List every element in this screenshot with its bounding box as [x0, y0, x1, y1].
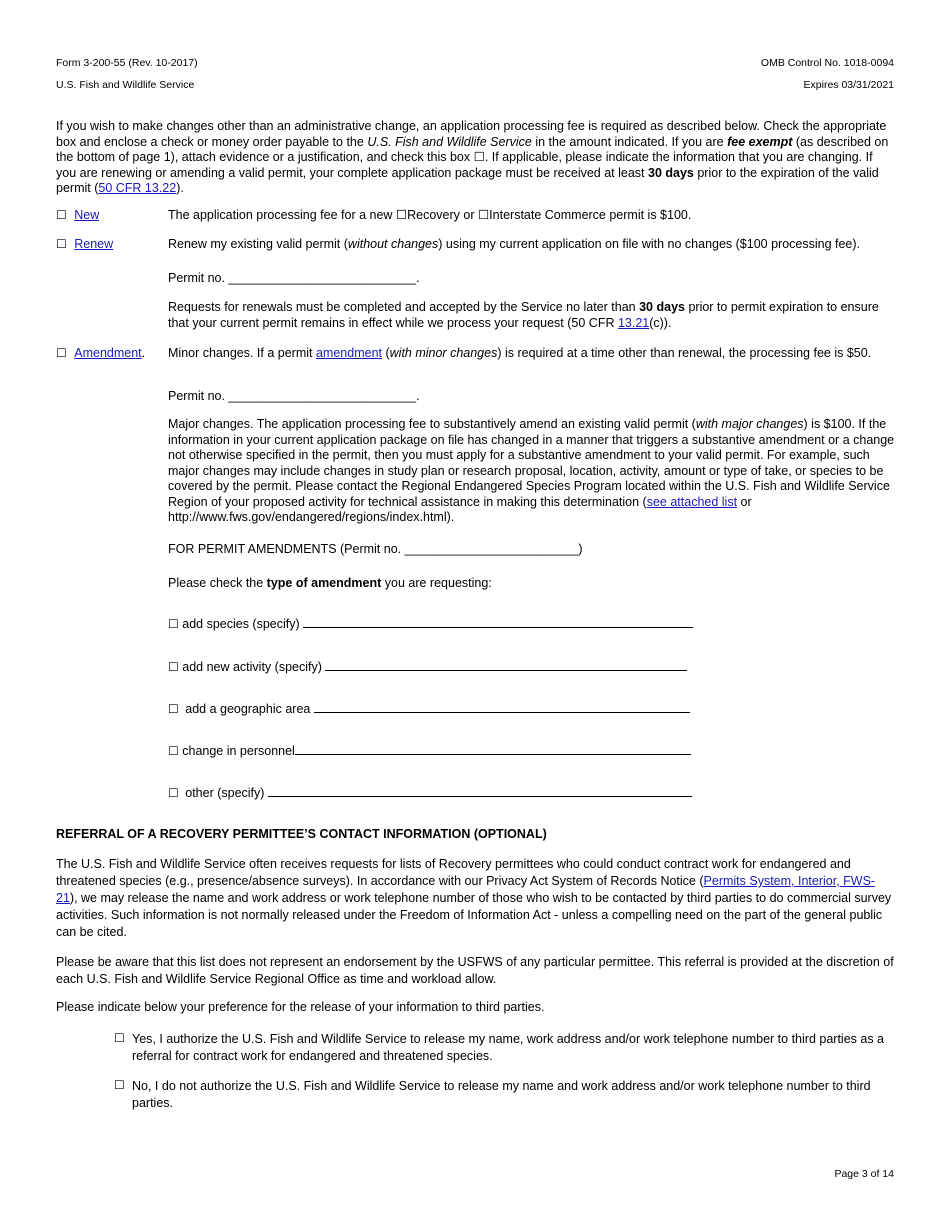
other-line[interactable]: [268, 785, 692, 797]
renew-checkbox[interactable]: ☐: [56, 237, 67, 251]
new-checkbox[interactable]: ☐: [56, 208, 67, 222]
amendment-option-other[interactable]: ☐ other (specify): [168, 785, 692, 802]
amendment-option[interactable]: ☐ Amendment.: [56, 346, 146, 360]
regions-list-link[interactable]: see attached list: [646, 494, 738, 509]
amendment-option-add-area[interactable]: ☐ add a geographic area: [168, 701, 690, 718]
page-number: Page 3 of 14: [834, 1168, 894, 1180]
add-area-checkbox[interactable]: ☐: [168, 702, 179, 716]
add-species-checkbox[interactable]: ☐: [168, 617, 179, 631]
referral-paragraph-2: Please be aware that this list does not represent an endorsement by the USFWS of any particular permittee. This referral is provided at the discretion of each U.S. Fish and Wildlife Service Regional Office as time and workload allow.: [56, 955, 894, 986]
renew-option[interactable]: [56, 237, 113, 253]
amendment-type-prompt: Please check the type of amendment you are requesting:: [168, 576, 492, 590]
new-fee-description: The application processing fee for a new ☐Recovery or ☐Interstate Commerce permit is $100.: [168, 208, 692, 222]
cfr-13-22-link[interactable]: 50 CFR 13.22: [98, 181, 177, 195]
new-option[interactable]: [56, 208, 99, 224]
amendment-link[interactable]: Amendment: [74, 346, 142, 360]
change-personnel-checkbox[interactable]: ☐: [168, 744, 179, 758]
other-checkbox[interactable]: ☐: [168, 786, 179, 800]
renew-link[interactable]: Renew: [74, 237, 114, 251]
intro-paragraph: If you wish to make changes other than an administrative change, an application processing fee is required as described below. Check the appropriate box and enclose a check or money order payable to the U.S. Fish and Wildlife Service in the amount indicated. If you are fee exempt (as described on the bottom of page 1), attach evidence or a justification, and check this box ☐. If applicable, please indicate the information that you are changing. If you are renewing or amending a valid permit, your complete application package must be received at least 30 days prior to the expiration of the valid permit (50 CFR 13.22).: [56, 119, 889, 195]
form-number: Form 3-200-55 (Rev. 10-2017): [56, 57, 198, 69]
permit-amendments-field[interactable]: FOR PERMIT AMENDMENTS (Permit no. _________________________): [168, 542, 583, 556]
add-species-line[interactable]: [303, 616, 693, 628]
renew-requirements: Requests for renewals must be completed and accepted by the Service no later than 30 days prior to permit expiration to ensure that your current permit remains in effect while we process your request (50 CFR 13.21(c)).: [168, 300, 879, 330]
amendment-permit-number-field[interactable]: Permit no. ___________________________.: [168, 389, 420, 403]
add-area-line[interactable]: [314, 701, 690, 713]
referral-yes-text: Yes, I authorize the U.S. Fish and Wildlife Service to release my name, work address and/or work telephone number to third parties as a referral for contract work for endangered and threatened species.: [132, 1032, 884, 1063]
referral-paragraph-1: The U.S. Fish and Wildlife Service often receives requests for lists of Recovery permittees who could conduct contract work for endangered and threatened species (e.g., presence/absence surveys). In accordance with our Privacy Act System of Records Notice (Permits System, Interior, FWS-21), we may release the name and work address or work telephone number of those who wish to be contacted by third parties to do commercial survey activities. Such information is not normally released under the Freedom of Information Act - unless a compelling need on the part of the general public can be cited.: [56, 857, 892, 939]
amendment-option-add-species[interactable]: ☐ add species (specify): [168, 616, 693, 633]
cfr-13-21-link[interactable]: 13.21: [617, 315, 650, 330]
add-activity-line[interactable]: [325, 659, 687, 671]
add-activity-checkbox[interactable]: ☐: [168, 660, 179, 674]
change-personnel-line[interactable]: [295, 743, 691, 755]
renew-description: Renew my existing valid permit (without changes) using my current application on file with no changes ($100 processing fee).: [168, 237, 861, 251]
referral-yes-checkbox[interactable]: ☐: [114, 1031, 125, 1045]
agency-name: U.S. Fish and Wildlife Service: [56, 79, 195, 91]
major-changes-text: Major changes. The application processing fee to substantively amend an existing valid permit (with major changes) is $100. If the information in your current application package on file has changed in a manner that triggers a substantive amendment or a change not otherwise specified in the permit, then you must apply for a substantive amendment to your valid permit. For example, such major changes may include changes in study plan or research proposal, location, activity, amount or type of take, or species to be covered by the permit. Please contact the Regional Endangered Species Program located within the U.S. Fish and Wildlife Service Region of your proposed activity for technical assistance in making this determination (see attached list or http://www.fws.gov/endangered/regions/index.html).: [168, 417, 895, 524]
referral-paragraph-3: Please indicate below your preference for the release of your information to third parties.: [56, 1000, 545, 1014]
omb-control-number: OMB Control No. 1018-0094: [760, 57, 894, 69]
expiration-date: Expires 03/31/2021: [803, 79, 894, 91]
privacy-act-link[interactable]: Permits System, Interior, FWS-21: [56, 874, 876, 905]
minor-changes-text: Minor changes. If a permit amendment (with minor changes) is required at a time other than renewal, the processing fee is $50.: [168, 346, 872, 360]
amendment-checkbox[interactable]: ☐: [56, 346, 67, 360]
amendment-inline-link[interactable]: amendment: [315, 346, 382, 360]
referral-no-checkbox[interactable]: ☐: [114, 1078, 125, 1092]
amendment-option-change-personnel[interactable]: ☐ change in personnel: [168, 743, 691, 760]
referral-heading: REFERRAL OF A RECOVERY PERMITTEE’S CONTACT INFORMATION (OPTIONAL): [56, 827, 547, 841]
renew-permit-number-field[interactable]: Permit no. ___________________________.: [168, 271, 420, 285]
new-link[interactable]: New: [74, 208, 100, 222]
referral-no-text: No, I do not authorize the U.S. Fish and Wildlife Service to release my name and work address and/or work telephone number to third parties.: [132, 1079, 871, 1110]
amendment-option-add-activity[interactable]: ☐ add new activity (specify): [168, 659, 687, 676]
